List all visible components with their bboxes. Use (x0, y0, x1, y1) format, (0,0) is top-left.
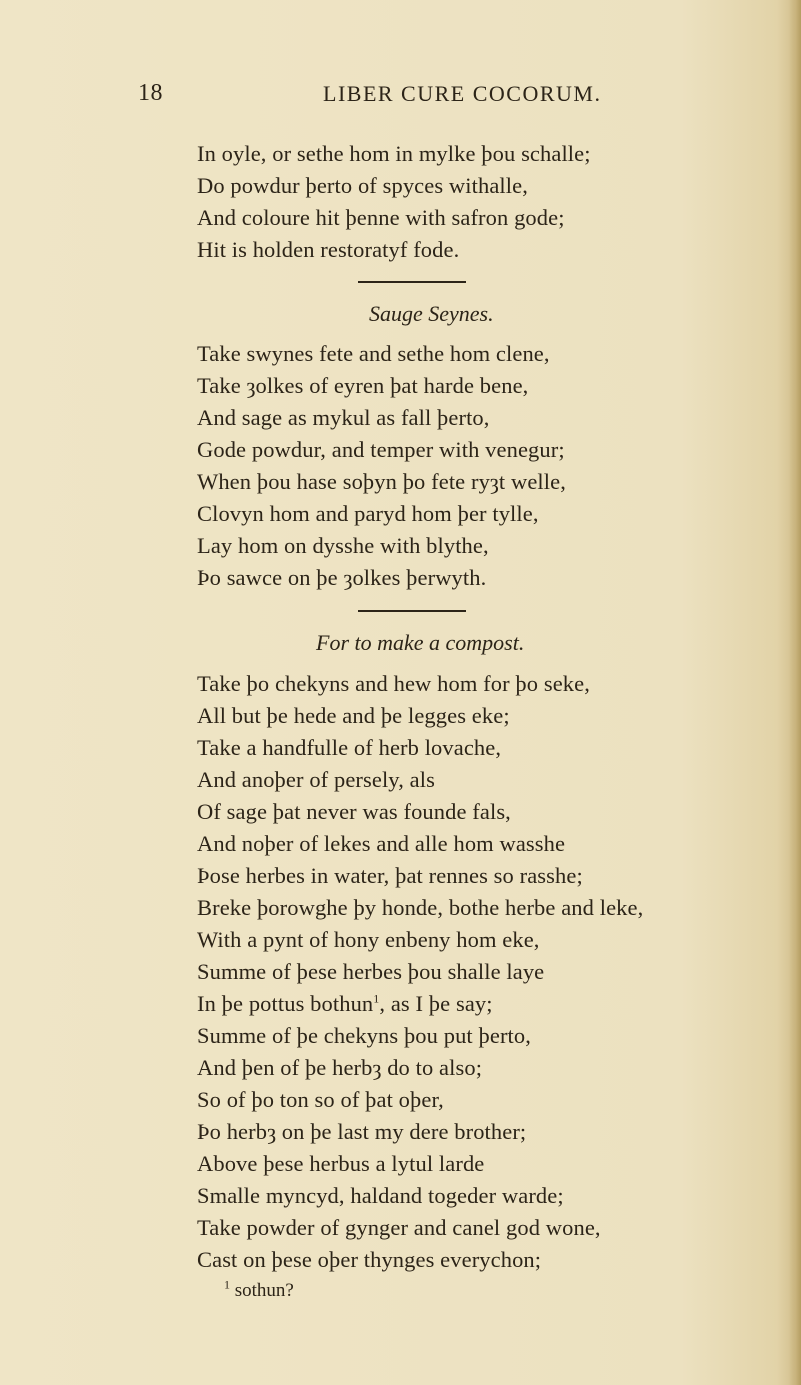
section-rule (358, 281, 466, 283)
verse-line: Take swynes fete and sethe hom clene, (197, 341, 550, 366)
verse-line: Do powdur þerto of spyces withalle, (197, 173, 528, 198)
page-edge (789, 0, 801, 1385)
verse-line: And noþer of lekes and alle hom wasshe (197, 831, 566, 856)
verse-line: Þo sawce on þe ȝolkes þerwyth. (197, 565, 487, 590)
verse-line: Cast on þese oþer thynges everychon; (197, 1247, 542, 1272)
verse-line: With a pynt of hony enbeny hom eke, (197, 927, 540, 952)
verse-line: Take ȝolkes of eyren þat harde bene, (197, 373, 529, 398)
verse-text: , as I þe say; (379, 991, 493, 1016)
verse-line: And anoþer of persely, als (197, 767, 435, 792)
verse-line: And sage as mykul as fall þerto, (197, 405, 490, 430)
verse-line: Þo herbȝ on þe last my dere brother; (197, 1119, 527, 1144)
footnote-text: sothun? (234, 1280, 294, 1301)
section-heading-compost: For to make a compost. (316, 630, 525, 655)
verse-line: Summe of þe chekyns þou put þerto, (197, 1023, 531, 1048)
verse-text: In þe pottus bothun (197, 991, 374, 1016)
verse-line: Summe of þese herbes þou shalle laye (197, 959, 545, 984)
page-header (0, 80, 801, 110)
verse-line: And þen of þe herbȝ do to also; (197, 1055, 483, 1080)
page-number: 18 (138, 80, 163, 106)
footnote-reference: 1 (373, 991, 380, 1006)
verse-line: All but þe hede and þe legges eke; (197, 703, 510, 728)
section-heading-sauge-seynes: Sauge Seynes. (369, 301, 494, 326)
verse-line: Breke þorowghe þy honde, bothe herbe and leke, (197, 895, 644, 920)
footnote-mark: 1 (224, 1277, 230, 1292)
footnote (224, 1277, 294, 1302)
verse-line: Take a handfulle of herb lovache, (197, 735, 502, 760)
verse-line: When þou hase soþyn þo fete ryȝt welle, (197, 469, 566, 494)
verse-line: Take þo chekyns and hew hom for þo seke, (197, 671, 590, 696)
verse-line: In oyle, or sethe hom in mylke þou schalle; (197, 141, 591, 166)
verse-line: Smalle myncyd, haldand togeder warde; (197, 1183, 564, 1208)
verse-line: Lay hom on dysshe with blythe, (197, 533, 489, 558)
verse-line: So of þo ton so of þat oþer, (197, 1087, 444, 1112)
verse-line: Hit is holden restoratyf fode. (197, 237, 460, 262)
running-title: LIBER CURE COCORUM. (323, 81, 602, 106)
verse-line: Above þese herbus a lytul larde (197, 1151, 485, 1176)
section-rule (358, 610, 466, 612)
verse-line: Take powder of gynger and canel god wone, (197, 1215, 601, 1240)
verse-line: Clovyn hom and paryd hom þer tylle, (197, 501, 539, 526)
verse-line-with-note (197, 991, 493, 1017)
verse-line: Þose herbes in water, þat rennes so rasshe; (197, 863, 583, 888)
verse-line: Gode powdur, and temper with venegur; (197, 437, 565, 462)
verse-line: Of sage þat never was founde fals, (197, 799, 511, 824)
verse-line: And coloure hit þenne with safron gode; (197, 205, 565, 230)
